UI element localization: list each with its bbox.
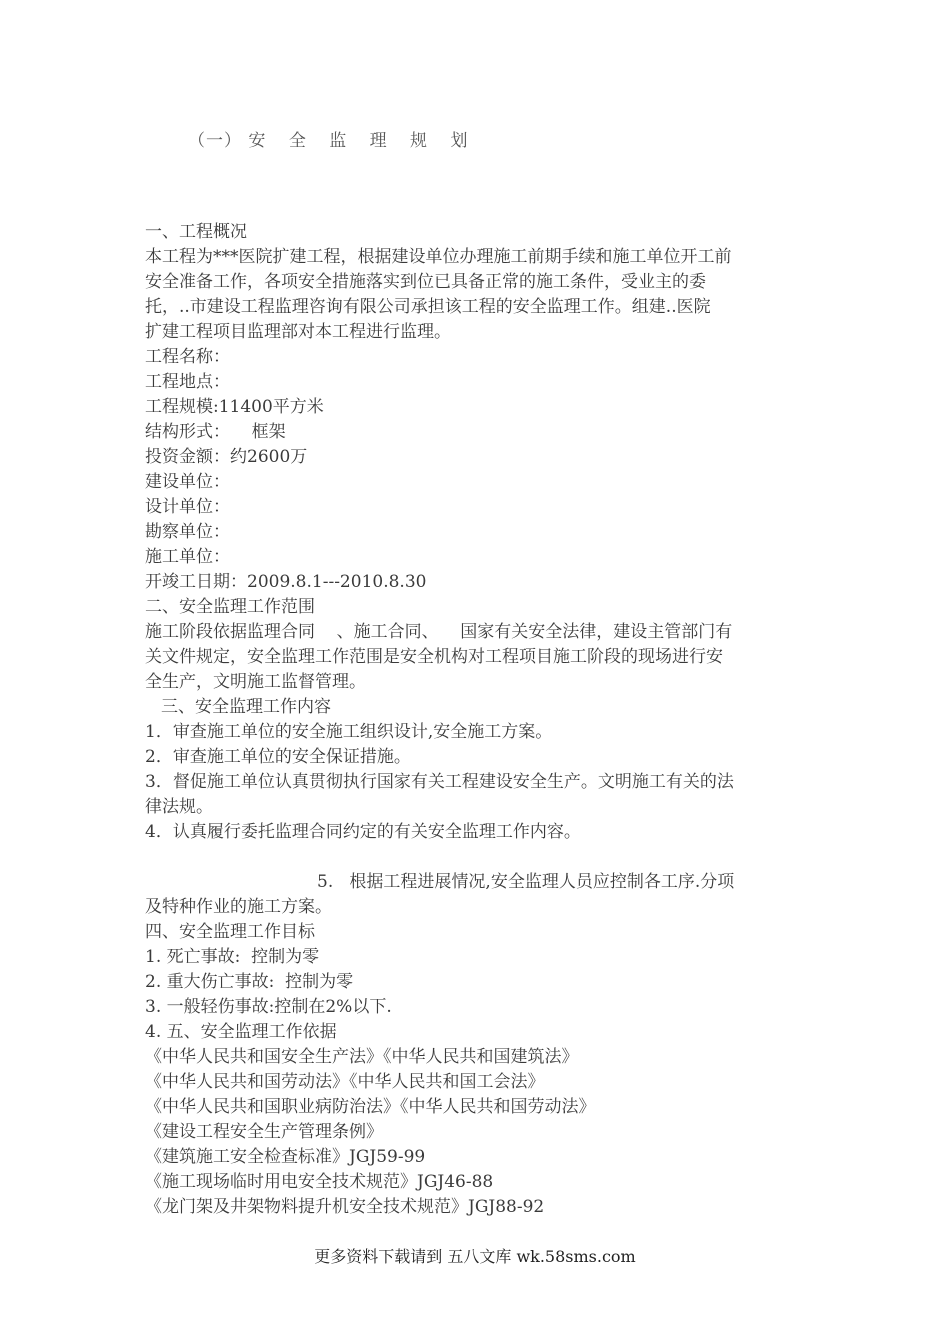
field-line: 投资金额：约2600万 [145,447,308,467]
title-char: 监 [329,131,348,151]
paragraph-line: 全生产，文明施工监督管理。 [145,672,366,692]
section-heading: 二、安全监理工作范围 [145,597,315,617]
reference-line: 《中华人民共和国安全生产法》《中华人民共和国建筑法》 [145,1047,579,1067]
paragraph-line: 本工程为***医院扩建工程，根据建设单位办理施工前期手续和施工单位开工前 [145,247,732,267]
list-item: 3. 一般轻伤事故:控制在2%以下. [145,997,392,1017]
title-prefix: （一） [188,131,242,151]
list-item: 2. 重大伤亡事故: 控制为零 [145,972,354,992]
list-item: 4. 五、安全监理工作依据 [145,1022,337,1042]
field-line: 设计单位： [145,497,230,517]
list-item: 1. 死亡事故: 控制为零 [145,947,320,967]
list-item: 4．认真履行委托监理合同约定的有关安全监理工作内容。 [145,822,581,842]
reference-line: 《龙门架及井架物料提升机安全技术规范》JGJ88-92 [145,1197,545,1217]
title-char: 理 [369,131,388,151]
list-item: 1．审查施工单位的安全施工组织设计,安全施工方案。 [145,722,553,742]
document-body [145,220,815,1220]
list-item-continuation: 律法规。 [145,797,213,817]
section-heading: 一、工程概况 [145,222,247,242]
field-line: 施工单位： [145,547,230,567]
title-char: 规 [410,131,429,151]
list-item: 2．审查施工单位的安全保证措施。 [145,747,411,767]
field-line: 结构形式： 框架 [145,422,286,442]
list-item-continuation: 及特种作业的施工方案。 [145,897,332,917]
field-line: 工程名称： [145,347,230,367]
reference-line: 《建设工程安全生产管理条例》 [145,1122,383,1142]
reference-line: 《中华人民共和国劳动法》《中华人民共和国工会法》 [145,1072,545,1092]
list-item: 5. 根据工程进展情况,安全监理人员应控制各工序.分项 [317,872,735,892]
footer-note: 更多资料下载请到 五八文库 wk.58sms.com [314,1247,636,1266]
field-line: 勘察单位： [145,522,230,542]
reference-line: 《中华人民共和国职业病防治法》《中华人民共和国劳动法》 [145,1097,596,1117]
paragraph-line: 扩建工程项目监理部对本工程进行监理。 [145,322,451,342]
document-title [188,126,468,151]
field-line: 工程地点： [145,372,230,392]
field-line: 工程规模:11400平方米 [145,397,324,417]
reference-line: 《施工现场临时用电安全技术规范》JGJ46-88 [145,1172,494,1192]
title-char: 全 [288,131,307,151]
paragraph-line: 关文件规定，安全监理工作范围是安全机构对工程项目施工阶段的现场进行安 [145,647,723,667]
field-line: 开竣工日期：2009.8.1---2010.8.30 [145,572,427,592]
paragraph-line: 托，..市建设工程监理咨询有限公司承担该工程的安全监理工作。组建..医院 [145,297,711,317]
section-heading: 四、安全监理工作目标 [145,922,315,942]
list-item: 3．督促施工单位认真贯彻执行国家有关工程建设安全生产。文明施工有关的法 [145,772,734,792]
paragraph-line: 施工阶段依据监理合同 、施工合同、 国家有关安全法律，建设主管部门有 [145,622,733,642]
reference-line: 《建筑施工安全检查标准》JGJ59-99 [145,1147,426,1167]
paragraph-line: 安全准备工作，各项安全措施落实到位已具备正常的施工条件，受业主的委 [145,272,706,292]
title-char: 划 [450,131,469,151]
section-heading: 三、安全监理工作内容 [161,697,331,717]
field-line: 建设单位： [145,472,230,492]
title-char: 安 [248,131,267,151]
